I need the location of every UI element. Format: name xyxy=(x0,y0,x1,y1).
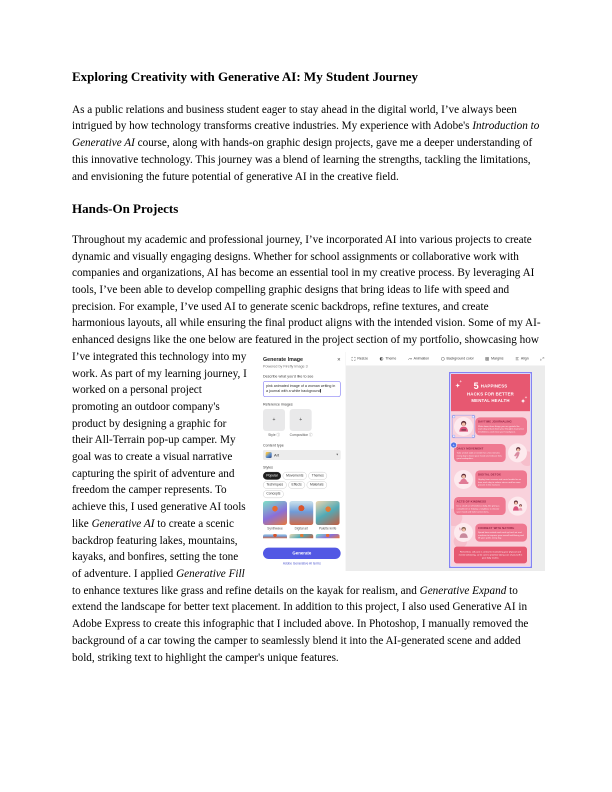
generate-button[interactable]: Generate xyxy=(263,548,341,559)
animation-button[interactable]: Animation xyxy=(408,356,430,362)
style-reference-upload[interactable] xyxy=(263,409,285,431)
link-button-partial[interactable] xyxy=(540,357,544,361)
style-thumbnail-partial[interactable] xyxy=(316,534,340,538)
canvas-toolbar xyxy=(346,352,545,366)
hack-title: DAYTIME JOURNALING xyxy=(477,419,512,424)
resize-icon xyxy=(351,357,355,361)
italic-generative-ai: Generative AI xyxy=(91,517,155,530)
infographic-row xyxy=(454,414,527,439)
thumbnail-caption: Synthwave xyxy=(267,526,283,531)
align-button[interactable]: Align xyxy=(515,356,529,362)
style-thumbnail-synthwave[interactable] xyxy=(263,501,287,525)
powered-by-label: Powered by Firefly Image 3 xyxy=(262,364,308,369)
composition-reference-upload[interactable] xyxy=(290,409,312,431)
generate-image-panel xyxy=(258,352,346,571)
content-type-value: Art xyxy=(273,452,280,458)
hack-text: Do a small act of kindness daily, like giving a compliment or helping a neighbor, to elevate your mood and build connections. xyxy=(456,504,500,513)
paragraph-text: section of my portfolio, showcasing how I’ve integrated this technology into my work. As part of my learning journey, I worked on a personal project promoting an outdoor company's product by designing a graphic for their All-Terrain pop-up camper. My goal was to create a visual narrative capturing the spirit of adventure and freedom the camper represents. To achieve this, I used generative AI tools like xyxy=(72,334,539,530)
reference-images-label: Reference images xyxy=(262,402,293,407)
embedded-screenshot xyxy=(258,352,545,571)
illustration-journaling-woman[interactable] xyxy=(454,417,473,436)
editor-canvas xyxy=(346,352,545,571)
illustration-meditating-woman[interactable] xyxy=(454,470,473,489)
panel-title: Generate Image xyxy=(262,356,304,363)
infographic-bubble[interactable] xyxy=(475,417,527,435)
selection-handle[interactable] xyxy=(472,435,474,437)
style-thumbnail-digital-art[interactable] xyxy=(289,501,313,525)
style-thumbnail-palette-knife[interactable] xyxy=(316,501,340,525)
hack-text: Take a brisk walk or stretch for a few minutes every day to boost your mood and release feel-good endorphins. xyxy=(456,451,502,460)
hack-title: CONNECT WITH NATURE xyxy=(477,526,515,530)
paragraph-text: to extend the landscape for better text placement. In addition to this project, I also used Generative AI in Adobe Express to create this infographic that I included above. In Photoshop, I manually removed the background of a car towing the camper to seamlessly blend it into the AI-generated scene and added bold, striking text to highlight the camper's unique features. xyxy=(72,584,529,664)
paragraph-text: Throughout my academic and professional journey, I’ve incorporated AI into various projects to create dynamic and visually engaging designs. Whether for school assignments or collaborative work with companies and organizations, AI has become an essential tool in my creative process. By leveraging AI tools, I’ve been able to develop compelling graphic designs that bring ideas to life with speed and precision. For example, I’ve used AI to generate scenic backdrops, refine textures, and create harmonious layouts, all while ensuring the final product aligns with the intended vision. Some of my AI-enhanced designs like the one below are featured in the project xyxy=(72,233,541,347)
margins-button[interactable]: Margins xyxy=(485,356,503,362)
pill-themes[interactable]: Themes xyxy=(308,472,327,480)
hack-text: Unplug from screens and social media for an hour each day to reduce stress and be more present in the moment. xyxy=(477,478,521,487)
theme-icon xyxy=(379,357,383,361)
infographic-title-line: HAPPINESS xyxy=(480,383,508,389)
theme-button[interactable]: Theme xyxy=(379,356,396,362)
hack-title: ACTS OF KINDNESS xyxy=(456,499,487,503)
thumbnail-caption: Digital art xyxy=(294,526,309,531)
plus-icon: + xyxy=(299,416,303,423)
pill-concepts[interactable]: Concepts xyxy=(263,490,284,498)
infographic-artboard[interactable] xyxy=(449,372,532,568)
paragraph-text: As a public relations and business student eager to stay ahead in the digital world, I’ve always been intrigued by how technology transforms creative industries. My experience with Adobe's xyxy=(72,103,517,133)
prompt-label: Describe what you'd like to see xyxy=(262,374,314,379)
style-thumbnail-partial[interactable] xyxy=(289,534,313,538)
close-icon[interactable]: ✕ xyxy=(337,356,341,362)
section-heading: Hands-On Projects xyxy=(72,201,179,217)
illustration-walking-woman[interactable] xyxy=(508,443,527,462)
plus-icon: + xyxy=(272,416,276,423)
prompt-value: pink animated image of a woman writing in a journal with a white background xyxy=(265,383,336,393)
infographic-row xyxy=(454,467,527,492)
link-icon xyxy=(540,357,544,361)
margins-icon xyxy=(485,357,489,361)
infographic-bubble[interactable] xyxy=(475,470,527,488)
align-icon xyxy=(515,357,519,361)
infographic-footer[interactable] xyxy=(454,547,527,564)
selection-handle[interactable] xyxy=(453,415,455,417)
paragraph-intro xyxy=(72,102,541,186)
style-thumbnail-partial[interactable] xyxy=(263,534,287,538)
sparkle-icon: ✦ ✧ xyxy=(455,379,463,389)
infographic-number: 5 xyxy=(473,380,479,391)
infographic-title-line: HACKS FOR BETTER xyxy=(467,391,514,397)
infographic-row xyxy=(454,493,527,518)
illustration-nature-woman[interactable] xyxy=(454,523,473,542)
infographic-row xyxy=(454,520,527,545)
chevron-down-icon: ▾ xyxy=(336,452,338,457)
pill-materials[interactable]: Materials xyxy=(307,481,327,489)
selection-handle[interactable] xyxy=(453,435,455,437)
infographic-bubble[interactable] xyxy=(454,497,506,515)
pill-popular[interactable]: Popular xyxy=(263,472,281,480)
art-thumbnail-icon xyxy=(266,452,272,458)
hack-text: Write down three things you are grateful for each day and jot down your thoughts to practice mindfulness and clear your headspace. xyxy=(477,425,525,434)
content-type-label: Content type xyxy=(262,443,284,448)
adobe-express-window xyxy=(258,352,545,571)
document-page xyxy=(72,69,541,681)
hack-title: DIGITAL DETOX xyxy=(477,472,501,477)
hack-title: DAILY MOVEMENT xyxy=(456,446,484,450)
infographic-header[interactable] xyxy=(451,374,530,411)
footer-text: Remember, self-care is central to maintaining your physical and mental well-being, so be sure to prioritize taking care of yourself in your daily routine. xyxy=(458,550,523,560)
italic-generative-expand: Generative Expand xyxy=(419,584,507,597)
resize-button[interactable]: Resize xyxy=(351,356,368,362)
document-title: Exploring Creativity with Generative AI: My Student Journey xyxy=(72,69,419,84)
sparkle-icon: ✦ ✧ xyxy=(520,395,528,405)
infographic-bubble[interactable] xyxy=(454,444,506,462)
paragraph-text: course, along with hands-on graphic design projects, gave me a deeper understanding of this innovative technology. This journey was a blend of learning the strengths, tackling the limitations, and envisioning the future potential of generative AI in the creative field. xyxy=(72,137,533,183)
pill-movements[interactable]: Movements xyxy=(283,472,307,480)
animation-icon xyxy=(408,357,412,361)
content-type-select[interactable] xyxy=(263,450,341,460)
styles-label: Styles xyxy=(262,465,273,470)
italic-generative-fill: Generative Fill xyxy=(176,567,245,580)
infographic-row xyxy=(454,440,527,465)
pill-techniques[interactable]: Techniques xyxy=(263,481,287,489)
infographic-bubble[interactable] xyxy=(475,523,527,541)
illustration-mother-and-child[interactable] xyxy=(508,496,527,515)
pill-effects[interactable]: Effects xyxy=(288,481,305,489)
paragraph-text: to enhance textures like grass and refine details on the kayak for realism, and xyxy=(72,584,420,597)
infographic-title-line: MENTAL HEALTH xyxy=(471,397,510,403)
hack-text: Spend time outside and soak up fresh air and sunshine to improve your overall well-being and lift your spirits every day. xyxy=(477,531,524,540)
thumbnail-caption: Palette knife xyxy=(318,526,337,531)
paragraph-projects xyxy=(72,232,541,666)
info-icon: ⓘ xyxy=(309,433,313,437)
style-caption: Style ⓘ xyxy=(268,433,280,437)
italic-course-title: Introduction to Generative AI xyxy=(72,120,540,150)
badge-icon: + xyxy=(451,441,457,448)
prompt-input[interactable] xyxy=(263,381,341,397)
paragraph-text: to create a scenic backdrop featuring lakes, mountains, kayaks, and bonfires, setting the tone of adventure. I applied xyxy=(72,517,239,580)
selection-handle[interactable] xyxy=(472,415,474,417)
generative-ai-terms-link[interactable]: Adobe Generative AI terms xyxy=(282,561,321,566)
info-icon: ⓘ xyxy=(276,433,280,437)
style-pill-group xyxy=(263,472,341,498)
background-color-icon xyxy=(440,357,444,361)
composition-caption: Composition ⓘ xyxy=(289,433,313,437)
infographic-body xyxy=(451,411,530,566)
text-caret xyxy=(320,389,321,393)
background-color-button[interactable]: Background color xyxy=(440,356,473,362)
